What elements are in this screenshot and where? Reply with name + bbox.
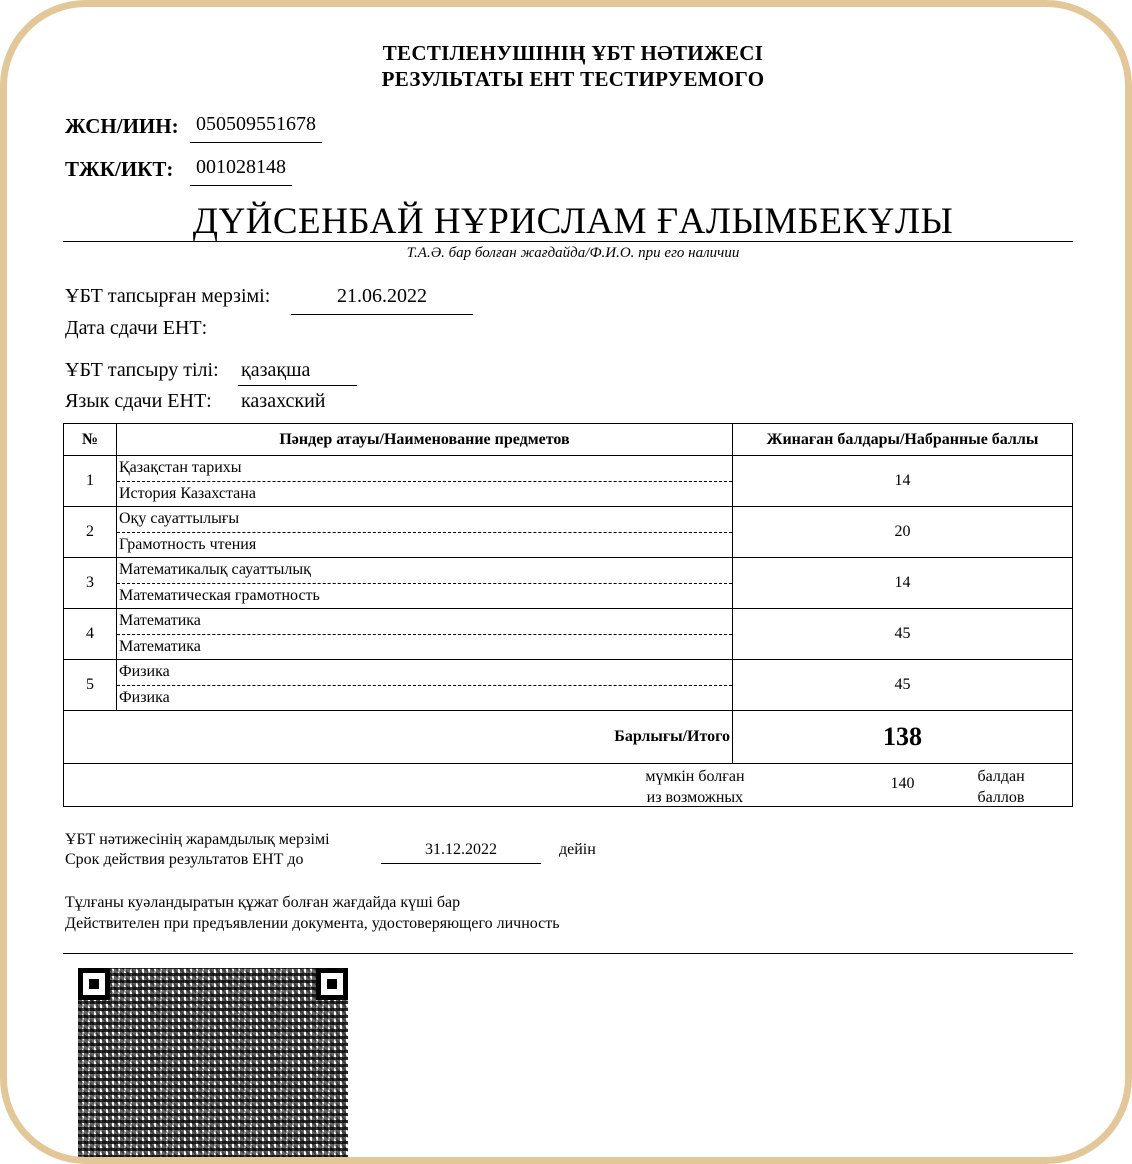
row-num: 1 — [64, 456, 117, 507]
row-score: 14 — [733, 558, 1073, 609]
table-row — [64, 609, 1073, 660]
col-num-header: № — [64, 424, 117, 456]
row-subject — [117, 558, 733, 609]
total-row — [64, 711, 1073, 764]
row-num: 4 — [64, 609, 117, 660]
exam-date-value: 21.06.2022 — [291, 285, 473, 315]
possible-right-cell — [733, 764, 1073, 807]
col-score-header: Жинаған балдары/Набранные баллы — [733, 424, 1073, 456]
col-subject-header: Пәндер атауы/Наименование предметов — [117, 424, 733, 456]
ikt-value: 001028148 — [190, 156, 292, 186]
validity-date: 31.12.2022 — [381, 841, 541, 864]
subject-ru: Математическая грамотность — [119, 586, 320, 604]
row-subject — [117, 660, 733, 711]
possible-left-cell — [64, 764, 745, 807]
possible-left-text — [645, 766, 744, 808]
ikt-label: ТЖК/ИКТ: — [65, 157, 174, 181]
exam-lang-value-kz: қазақша — [238, 359, 357, 386]
subject-ru: Физика — [119, 688, 170, 706]
name-underline — [63, 241, 1073, 242]
qr-finder-top-left — [78, 968, 110, 1000]
exam-date-label-kz: ҰБТ тапсырған мерзімі: — [65, 285, 271, 307]
note-ru: Действителен при предъявлении документа, удостоверяющего личность — [65, 915, 560, 932]
subject-kz: Оқу сауаттылығы — [117, 507, 732, 533]
results-table — [63, 423, 1073, 807]
exam-lang-value-ru: казахский — [241, 390, 326, 412]
iin-value: 050509551678 — [190, 113, 322, 143]
name-note: Т.А.Ә. бар болған жағдайда/Ф.И.О. при его наличии — [406, 245, 740, 261]
possible-row — [64, 764, 1073, 807]
subject-kz: Қазақстан тарихы — [117, 456, 732, 482]
row-score: 45 — [733, 660, 1073, 711]
row-score: 45 — [733, 609, 1073, 660]
row-subject — [117, 609, 733, 660]
possible-ru-left: из возможных — [646, 789, 744, 806]
subject-ru: Математика — [119, 637, 201, 655]
subject-kz: Математикалық сауаттылық — [117, 558, 732, 584]
subject-kz: Физика — [117, 660, 732, 686]
table-header-row — [64, 424, 1073, 456]
validity-label-ru: Срок действия результатов ЕНТ до — [65, 851, 304, 868]
subject-kz: Математика — [117, 609, 732, 635]
row-num: 2 — [64, 507, 117, 558]
qr-code — [78, 968, 348, 1158]
table-row — [64, 456, 1073, 507]
qr-finder-top-right — [316, 968, 348, 1000]
row-score: 20 — [733, 507, 1073, 558]
exam-lang-label-ru: Язык сдачи ЕНТ: — [65, 390, 212, 412]
validity-label-kz: ҰБТ нәтижесінің жарамдылық мерзімі — [65, 831, 330, 848]
title-kz: ТЕСТІЛЕНУШІНІҢ ҰБТ НӘТИЖЕСІ — [382, 41, 764, 65]
possible-value: 140 — [890, 775, 915, 792]
row-num: 5 — [64, 660, 117, 711]
possible-ru-right: баллов — [977, 789, 1025, 806]
validity-suffix: дейін — [559, 841, 596, 858]
total-value: 138 — [733, 711, 1073, 764]
possible-kz-right: балдан — [977, 768, 1025, 785]
table-row — [64, 507, 1073, 558]
bottom-divider — [63, 953, 1073, 954]
iin-label: ЖСН/ИИН: — [65, 114, 179, 138]
row-subject — [117, 456, 733, 507]
possible-right-text — [978, 766, 1025, 808]
row-subject — [117, 507, 733, 558]
exam-lang-label-kz: ҰБТ тапсыру тілі: — [65, 359, 219, 381]
title-ru: РЕЗУЛЬТАТЫ ЕНТ ТЕСТИРУЕМОГО — [381, 67, 765, 91]
table-row — [64, 660, 1073, 711]
full-name: ДҮЙСЕНБАЙ НҰРИСЛАМ ҒАЛЫМБЕКҰЛЫ — [192, 201, 954, 242]
possible-kz-left: мүмкін болған — [645, 768, 745, 785]
table-row — [64, 558, 1073, 609]
exam-date-label-ru: Дата сдачи ЕНТ: — [65, 317, 208, 339]
total-label: Барлығы/Итого — [64, 711, 733, 764]
subject-ru: Грамотность чтения — [119, 535, 257, 553]
subject-ru: История Казахстана — [119, 484, 256, 502]
row-num: 3 — [64, 558, 117, 609]
note-kz: Тұлғаны куәландыратын құжат болған жағдайда күші бар — [65, 894, 461, 911]
row-score: 14 — [733, 456, 1073, 507]
